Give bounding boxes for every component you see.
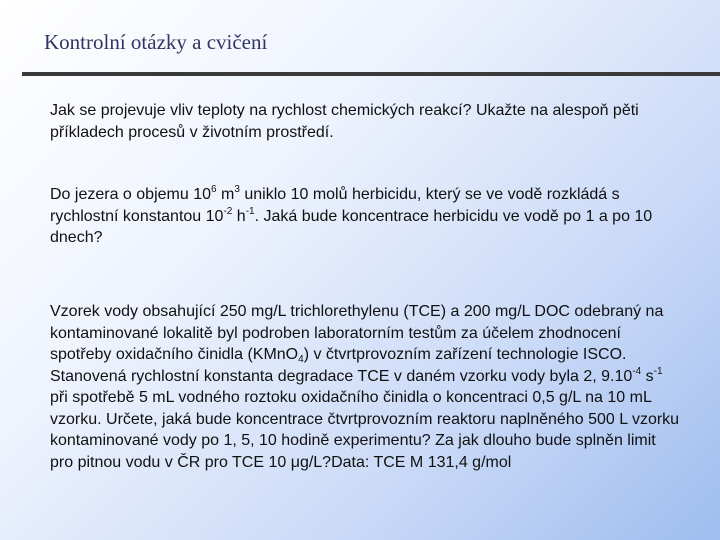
q2-text-5: . Jaká bude koncentrace herbicidu ve vodě po 1 a po 10 dnech?: [50, 207, 653, 246]
q3-text-1: Vzorek vody obsahující 250 mg/L trichlorethylenu (TCE) a 200 mg/L DOC odebraný na kontaminované lokalitě byl podroben laboratorním testům za účelem zhodnocení spotřeby oxidačního činidla (KMnO: [50, 303, 664, 363]
title-divider: [22, 72, 720, 76]
question-2: [50, 184, 680, 249]
question-1: Jak se projevuje vliv teploty na rychlost chemických reakcí? Ukažte na alespoň pěti příkladech procesů v životním prostředí.: [50, 102, 639, 141]
q3-text-2: ) v čtvrtprovozním zařízení technologie ISCO. Stanovená rychlostní konstanta degradace TCE v daném vzorku vody byla 2, 9.10: [50, 346, 633, 385]
q2-sup-2: 3: [234, 184, 240, 195]
q3-sub-1: 4: [298, 354, 304, 365]
q3-sup-1: -4: [632, 365, 642, 377]
q2-sup-3: -2: [223, 205, 233, 217]
slide-title: Kontrolní otázky a cvičení: [44, 30, 268, 54]
q2-text-4: h: [232, 207, 246, 225]
q2-text-2: m: [216, 186, 235, 203]
q3-text-4: při spotřebě 5 mL vodného roztoku oxidačního činidla o koncentraci 0,5 g/L na 10 mL vzorku. Určete, jaká bude koncentrace čtvrtprovozním reaktoru naplněného 500 L vzorku kontaminované vody po 1, 5, 10 hodině experimentu? Za jak dlouho bude splněn limit pro pitnou vodu v ČR pro TCE 10 μg/L?: [50, 389, 680, 471]
q3-sup-2: -1: [653, 365, 663, 377]
q2-text-1: Do jezera o objemu 10: [50, 186, 211, 203]
q2-sup-4: -1: [245, 205, 255, 217]
q3-data-line: Data: TCE M 131,4 g/mol: [331, 453, 512, 471]
q2-sup-1: 6: [210, 184, 217, 195]
q3-text-3: s: [641, 367, 654, 385]
q2-text-3: uniklo 10 molů herbicidu, který se ve vodě rozkládá s rychlostní konstantou 10: [50, 186, 620, 225]
question-3: [50, 301, 680, 473]
